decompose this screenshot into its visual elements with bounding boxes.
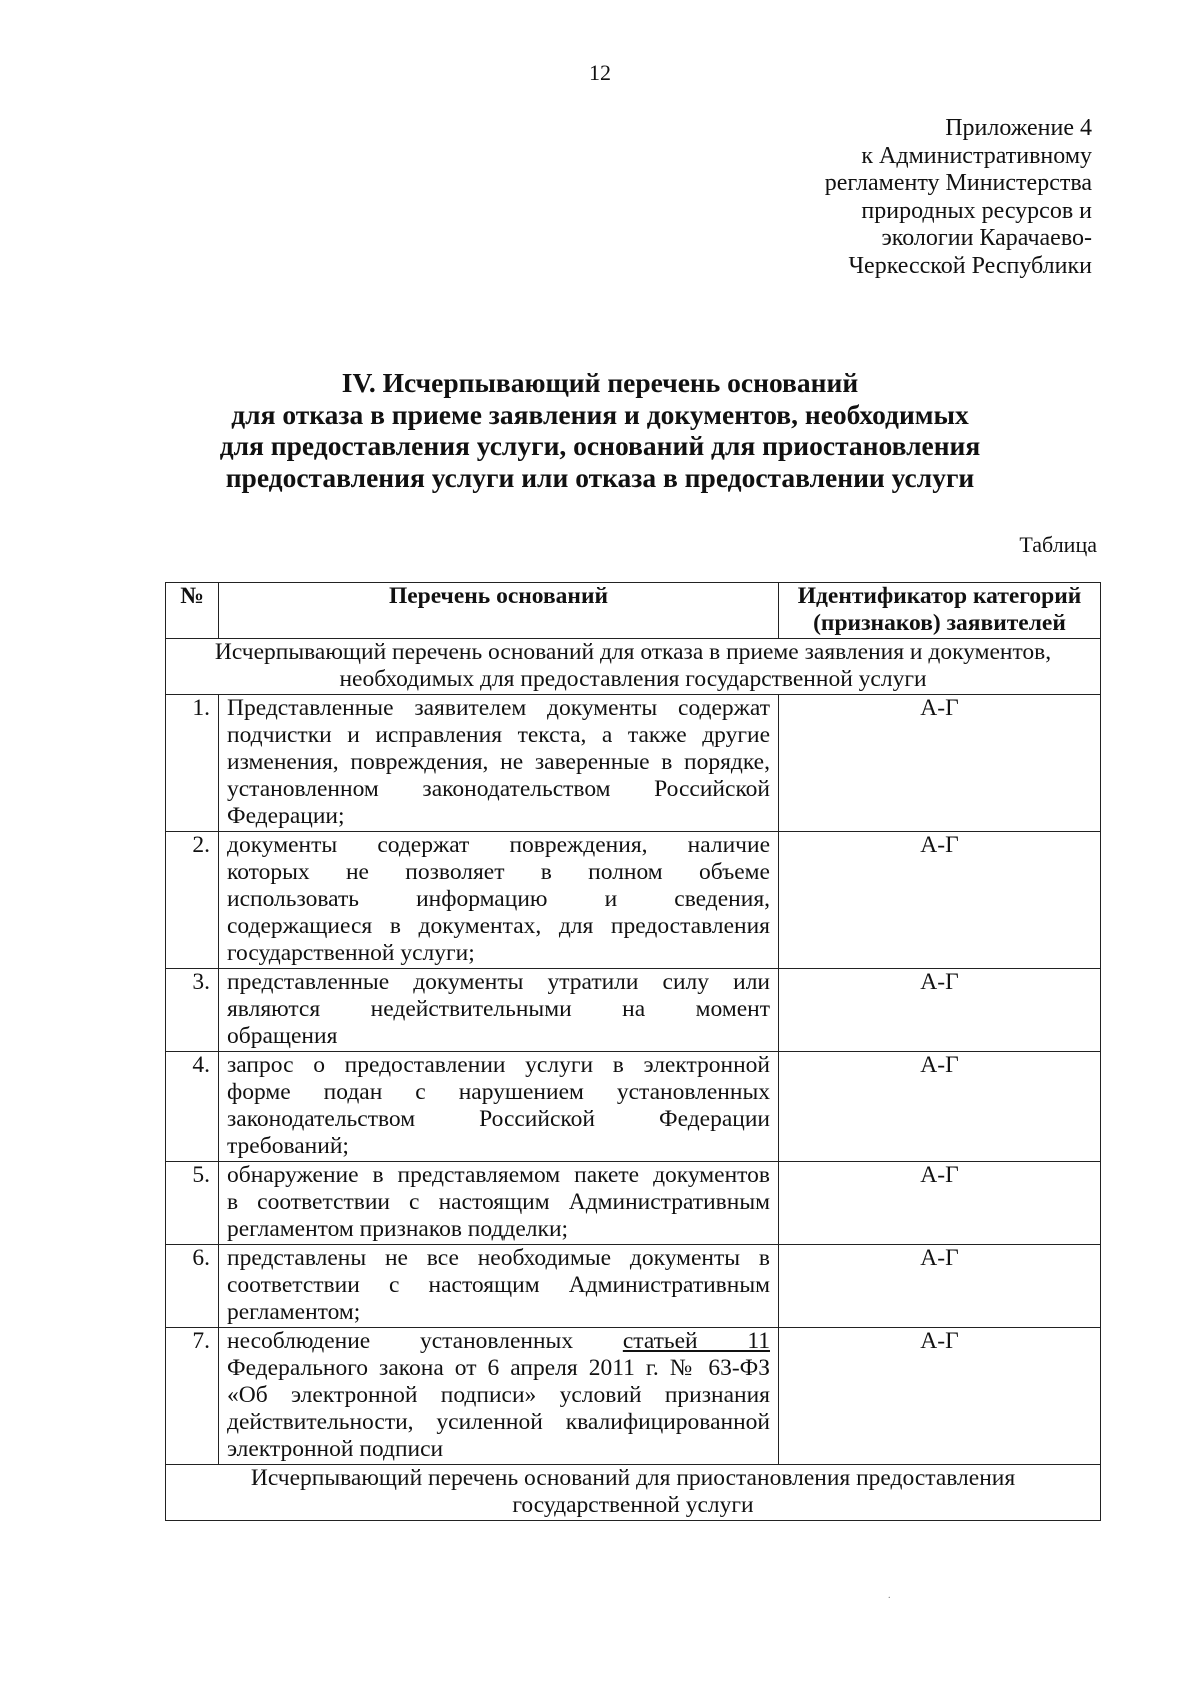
row-text-line: представлены не все необходимые документы в [227, 1245, 770, 1271]
section-title: Исчерпывающий перечень оснований для приостановления предоставления государственной услуги [166, 1465, 1101, 1521]
row-text-line: обнаружение в представляемом пакете документов [227, 1162, 770, 1188]
row-text-line: «Об электронной подписи» условий признания [227, 1382, 770, 1408]
row-text-line: представленные документы утратили силу или [227, 969, 770, 995]
row-text-line [227, 1328, 770, 1355]
heading-line: для предоставления услуги, оснований для приостановления [219, 430, 981, 461]
row-text-line: являются недействительными на момент [227, 996, 770, 1022]
section-title: Исчерпывающий перечень оснований для отказа в приеме заявления и документов, необходимых для предоставления государственной услуги [166, 639, 1101, 695]
header-identifier: Идентификатор категорий (признаков) заявителей [779, 583, 1101, 639]
row-identifier: А-Г [779, 969, 1101, 1052]
appendix-line: природных ресурсов и [861, 197, 1092, 224]
row-number: 7. [166, 1328, 219, 1465]
row-text-line: форме подан с нарушением установленных [227, 1079, 770, 1105]
page-number: 12 [589, 60, 611, 85]
row-text-line: документы содержат повреждения, наличие [227, 832, 770, 858]
table-header-row [166, 583, 1101, 639]
header-num: № [166, 583, 219, 639]
row-text-line: которых не позволяет в полном объеме [227, 859, 770, 885]
section-row [166, 639, 1101, 695]
row-number: 3. [166, 969, 219, 1052]
row-number: 6. [166, 1245, 219, 1328]
row-text-line: действительности, усиленной квалифицированной [227, 1409, 770, 1435]
table-row [166, 1052, 1101, 1162]
row-text-line: содержащиеся в документах, для предоставления [227, 913, 770, 939]
row-text-line: электронной подписи [227, 1436, 444, 1462]
row-number: 1. [166, 695, 219, 832]
row-text [219, 1328, 779, 1465]
appendix-line: Приложение 4 [945, 115, 1092, 141]
row-text-line: требований; [227, 1133, 349, 1159]
row-number: 5. [166, 1162, 219, 1245]
grounds-table [165, 582, 1101, 1521]
row-text-line: регламентом признаков подделки; [227, 1216, 569, 1242]
row-text-line: соответствии с настоящим Административным [227, 1272, 770, 1298]
table-row [166, 1162, 1101, 1245]
table-row [166, 695, 1101, 832]
row-text-line: Представленные заявителем документы содержат [227, 695, 770, 721]
row-text-line: использовать информацию и сведения, [227, 886, 770, 912]
row-text-line: в соответствии с настоящим Административным [227, 1189, 770, 1215]
row-number: 2. [166, 832, 219, 969]
row-text-line: установленном законодательством Российской [227, 776, 770, 802]
row-text [219, 832, 779, 969]
row-identifier: А-Г [779, 1052, 1101, 1162]
row-text [219, 695, 779, 832]
heading-line: предоставления услуги или отказа в предоставлении услуги [225, 461, 975, 493]
section-row [166, 1465, 1101, 1521]
appendix-note [825, 115, 1092, 280]
header-grounds: Перечень оснований [219, 583, 779, 639]
law-article-link[interactable]: статьей 11 [622, 1328, 770, 1354]
row-identifier: А-Г [779, 695, 1101, 832]
row-text [219, 1245, 779, 1328]
row-text-line: Федерации; [227, 803, 345, 829]
appendix-line: экологии Карачаево- [881, 225, 1092, 251]
row-text-line: изменения, повреждения, не заверенные в порядке, [227, 749, 770, 775]
row-text [219, 969, 779, 1052]
row-number: 4. [166, 1052, 219, 1162]
section-heading [0, 367, 1200, 493]
table-row [166, 1245, 1101, 1328]
row-text-line: запрос о предоставлении услуги в электронной [227, 1052, 770, 1078]
row-text-line: обращения [227, 1023, 338, 1049]
row-text-line: регламентом; [227, 1299, 361, 1325]
table-row [166, 832, 1101, 969]
row-identifier: А-Г [779, 1245, 1101, 1328]
table-row [166, 969, 1101, 1052]
table-row [166, 1328, 1101, 1465]
row-identifier: А-Г [779, 832, 1101, 969]
scan-speck: . [888, 1590, 891, 1601]
row-text-line: подчистки и исправления текста, а также другие [227, 722, 770, 748]
appendix-line: Черкесской Республики [848, 252, 1092, 279]
appendix-line: к Административному [861, 142, 1092, 169]
row-text [219, 1052, 779, 1162]
row-text-line: Федерального закона от 6 апреля 2011 г. № 63-ФЗ [227, 1355, 770, 1381]
row-identifier: А-Г [779, 1328, 1101, 1465]
row-text [219, 1162, 779, 1245]
heading-line: для отказа в приеме заявления и документов, необходимых [231, 398, 969, 430]
table-caption: Таблица [1019, 532, 1097, 557]
row-identifier: А-Г [779, 1162, 1101, 1245]
row-text-line: государственной услуги; [227, 940, 475, 966]
appendix-line: регламенту Министерства [824, 170, 1092, 196]
row-text-line: законодательством Российской Федерации [227, 1106, 770, 1132]
heading-line: IV. Исчерпывающий перечень оснований [341, 367, 859, 398]
row-text-fragment: несоблюдение установленных [227, 1328, 574, 1354]
